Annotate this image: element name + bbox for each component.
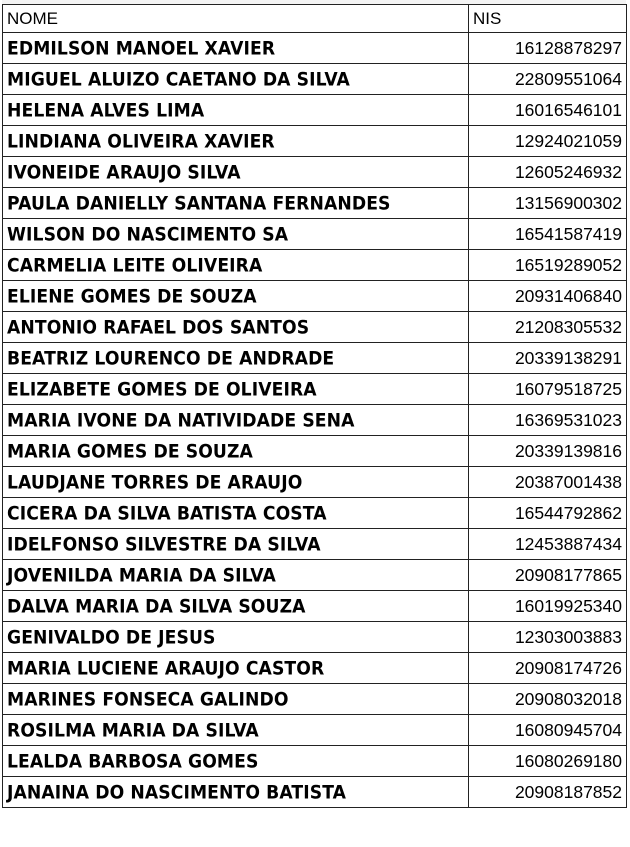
- table-row: [3, 560, 627, 591]
- cell-name[interactable]: MARIA LUCIENE ARAUJO CASTOR: [3, 651, 469, 684]
- cell-name[interactable]: ROSILMA MARIA DA SILVA: [3, 713, 469, 746]
- cell-nis[interactable]: 16544792862: [469, 498, 627, 529]
- table-row: [3, 467, 627, 498]
- table-row: [3, 64, 627, 95]
- table-row: [3, 250, 627, 281]
- cell-nis[interactable]: 16541587419: [469, 219, 627, 250]
- cell-name[interactable]: ELIZABETE GOMES DE OLIVEIRA: [3, 372, 469, 405]
- table-row: [3, 188, 627, 219]
- cell-nis[interactable]: 16519289052: [469, 250, 627, 281]
- cell-nis[interactable]: 12924021059: [469, 126, 627, 157]
- cell-name[interactable]: LAUDJANE TORRES DE ARAUJO: [3, 465, 469, 498]
- cell-nis[interactable]: 20387001438: [469, 467, 627, 498]
- header-row: [3, 5, 627, 33]
- cell-name[interactable]: LINDIANA OLIVEIRA XAVIER: [3, 124, 469, 157]
- table-row: [3, 436, 627, 467]
- cell-nis[interactable]: 16019925340: [469, 591, 627, 622]
- table-row: [3, 312, 627, 343]
- cell-name[interactable]: JANAINA DO NASCIMENTO BATISTA: [3, 775, 469, 808]
- cell-name[interactable]: HELENA ALVES LIMA: [3, 93, 469, 126]
- cell-nis[interactable]: 20908187852: [469, 777, 627, 808]
- cell-name[interactable]: CICERA DA SILVA BATISTA COSTA: [3, 496, 469, 529]
- cell-nis[interactable]: 20908032018: [469, 684, 627, 715]
- table-row: [3, 374, 627, 405]
- column-header-name[interactable]: NOME: [3, 5, 469, 33]
- cell-name[interactable]: GENIVALDO DE JESUS: [3, 620, 469, 653]
- table-row: [3, 529, 627, 560]
- table-row: [3, 281, 627, 312]
- cell-name[interactable]: MARIA GOMES DE SOUZA: [3, 434, 469, 467]
- cell-nis[interactable]: 20908174726: [469, 653, 627, 684]
- cell-name[interactable]: MIGUEL ALUIZO CAETANO DA SILVA: [3, 62, 469, 95]
- table-body: [3, 33, 627, 808]
- cell-name[interactable]: WILSON DO NASCIMENTO SA: [3, 217, 469, 250]
- table-row: [3, 219, 627, 250]
- cell-name[interactable]: ELIENE GOMES DE SOUZA: [3, 279, 469, 312]
- cell-name[interactable]: EDMILSON MANOEL XAVIER: [3, 31, 469, 64]
- column-header-nis[interactable]: NIS: [469, 5, 627, 33]
- cell-name[interactable]: PAULA DANIELLY SANTANA FERNANDES: [3, 186, 469, 219]
- cell-name[interactable]: IDELFONSO SILVESTRE DA SILVA: [3, 527, 469, 560]
- cell-nis[interactable]: 16128878297: [469, 33, 627, 64]
- table-row: [3, 498, 627, 529]
- table-row: [3, 33, 627, 64]
- table-row: [3, 715, 627, 746]
- table-row: [3, 591, 627, 622]
- cell-name[interactable]: LEALDA BARBOSA GOMES: [3, 744, 469, 777]
- beneficiary-table: [2, 4, 627, 808]
- table-row: [3, 405, 627, 436]
- cell-nis[interactable]: 20931406840: [469, 281, 627, 312]
- cell-nis[interactable]: 16369531023: [469, 405, 627, 436]
- cell-nis[interactable]: 20339138291: [469, 343, 627, 374]
- table-row: [3, 746, 627, 777]
- cell-nis[interactable]: 16080269180: [469, 746, 627, 777]
- table-row: [3, 653, 627, 684]
- cell-nis[interactable]: 12303003883: [469, 622, 627, 653]
- table-row: [3, 343, 627, 374]
- cell-name[interactable]: MARIA IVONE DA NATIVIDADE SENA: [3, 403, 469, 436]
- cell-nis[interactable]: 16080945704: [469, 715, 627, 746]
- cell-nis[interactable]: 20339139816: [469, 436, 627, 467]
- cell-name[interactable]: BEATRIZ LOURENCO DE ANDRADE: [3, 341, 469, 374]
- table-row: [3, 157, 627, 188]
- table-row: [3, 622, 627, 653]
- table-row: [3, 126, 627, 157]
- cell-nis[interactable]: 12453887434: [469, 529, 627, 560]
- cell-name[interactable]: IVONEIDE ARAUJO SILVA: [3, 155, 469, 188]
- cell-nis[interactable]: 21208305532: [469, 312, 627, 343]
- cell-nis[interactable]: 16079518725: [469, 374, 627, 405]
- cell-name[interactable]: CARMELIA LEITE OLIVEIRA: [3, 248, 469, 281]
- cell-name[interactable]: MARINES FONSECA GALINDO: [3, 682, 469, 715]
- table-row: [3, 95, 627, 126]
- cell-name[interactable]: ANTONIO RAFAEL DOS SANTOS: [3, 310, 469, 343]
- cell-nis[interactable]: 20908177865: [469, 560, 627, 591]
- cell-nis[interactable]: 13156900302: [469, 188, 627, 219]
- cell-name[interactable]: JOVENILDA MARIA DA SILVA: [3, 558, 469, 591]
- table-row: [3, 777, 627, 808]
- cell-nis[interactable]: 16016546101: [469, 95, 627, 126]
- cell-name[interactable]: DALVA MARIA DA SILVA SOUZA: [3, 589, 469, 622]
- cell-nis[interactable]: 22809551064: [469, 64, 627, 95]
- cell-nis[interactable]: 12605246932: [469, 157, 627, 188]
- table-row: [3, 684, 627, 715]
